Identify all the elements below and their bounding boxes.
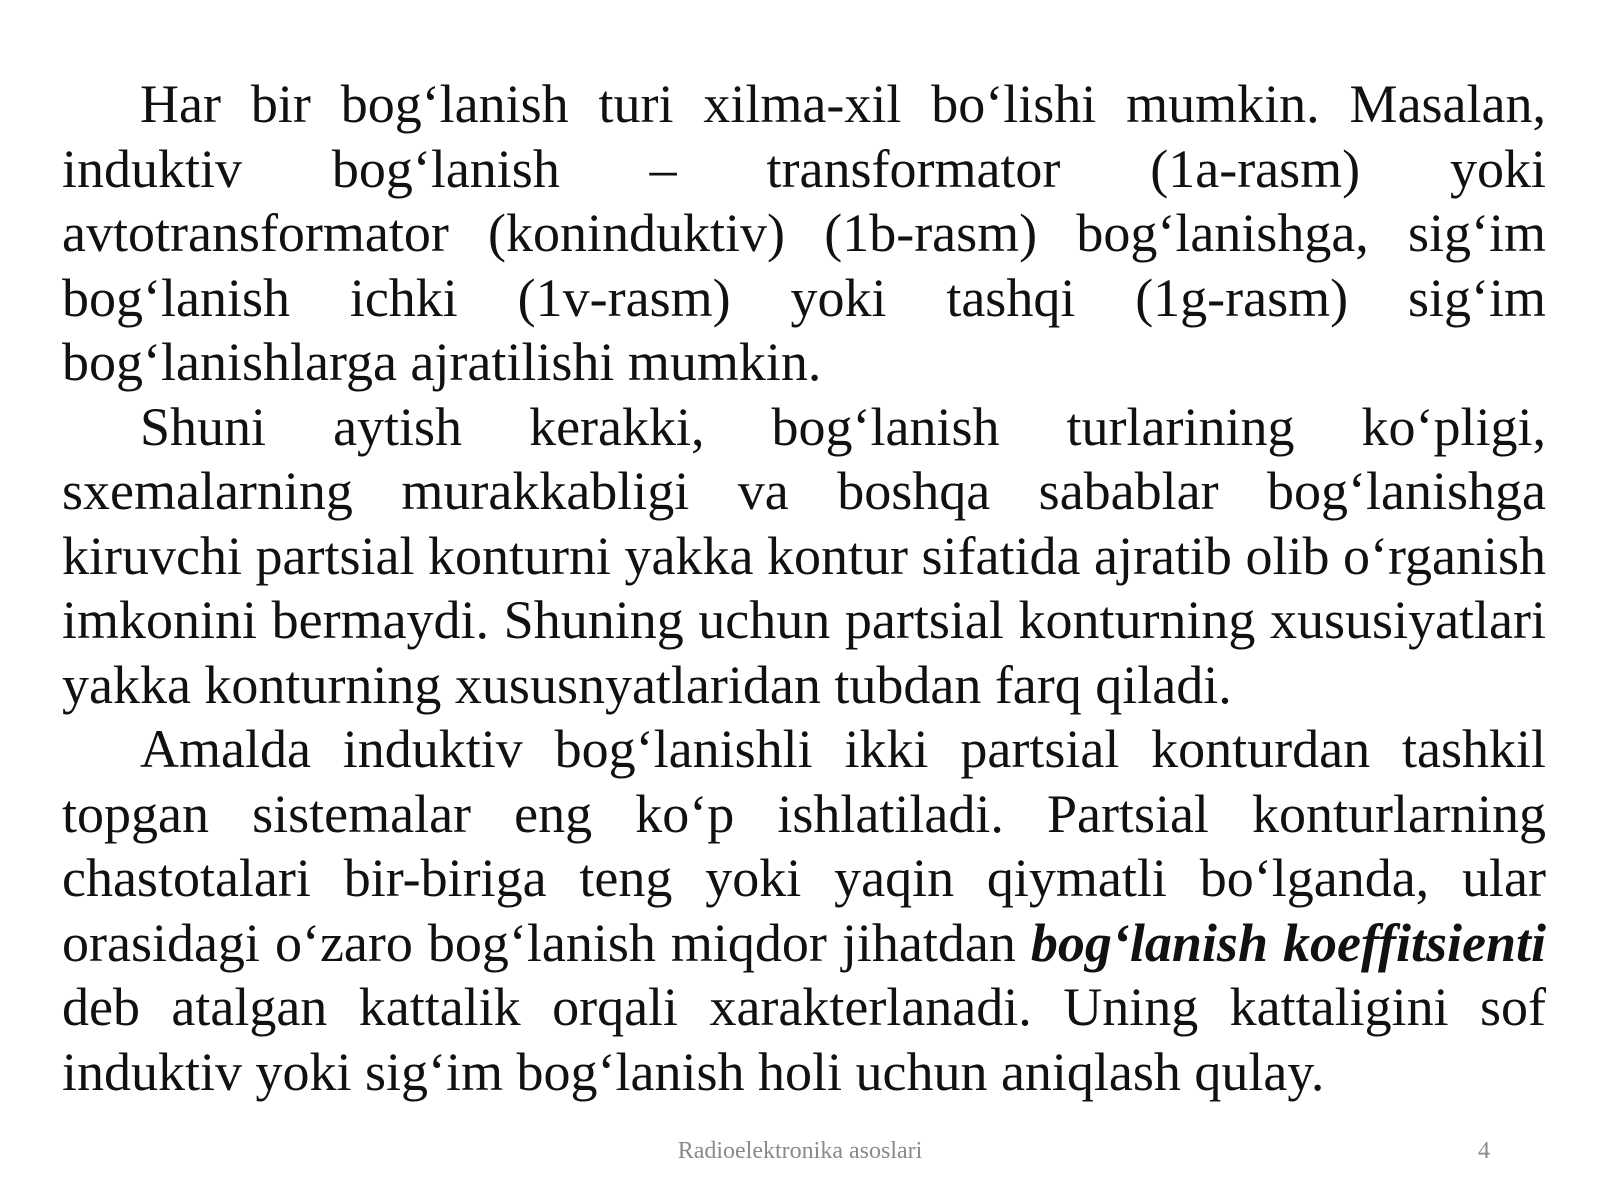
paragraph-coupling-types: Har bir bog‘lanish turi xilma-xil bo‘lishi mumkin. Masalan, induktiv bog‘lanish – transformator (1a-rasm) yoki avtotransformator (koninduktiv) (1b-rasm) bog‘lanishga, sig‘im bog‘lanish ichki (1v-rasm) yoki tashqi (1g-rasm) sig‘im bog‘lanishlarga ajratilishi mumkin. [62, 74, 1546, 392]
emphasized-term: bog‘lanish koeffitsienti [1030, 912, 1546, 973]
paragraph-coupling-coefficient [62, 717, 1546, 1104]
page-number: 4 [1478, 1138, 1490, 1164]
slide-body [62, 72, 1546, 1104]
paragraph-text-before-term: Amalda induktiv bog‘lanishli ikki partsial konturdan tashkil topgan sistemalar eng ko‘p ishlatiladi. Partsial konturlarning chastotalari bir-biriga teng yoki yaqin qiymatli bo‘lganda, ular orasidagi o‘zaro bog‘lanish miqdor jihatdan [62, 719, 1546, 973]
paragraph-partial-circuits: Shuni aytish kerakki, bog‘lanish turlarining ko‘pligi, sxemalarning murakkabligi va boshqa sabablar bog‘lanishga kiruvchi partsial konturni yakka kontur sifatida ajratib olib o‘rganish imkonini bermaydi. Shuning uchun partsial konturning xususiyatlari yakka konturning xususnyatlaridan tubdan farq qiladi. [62, 396, 1546, 715]
footer-title: Radioelektronika asoslari [677, 1138, 923, 1164]
paragraph-text-after-term: deb atalgan kattalik orqali xarakterlanadi. Uning kattaligini sof induktiv yoki sig‘im bog‘lanish holi uchun aniqlash qulay. [62, 977, 1546, 1102]
